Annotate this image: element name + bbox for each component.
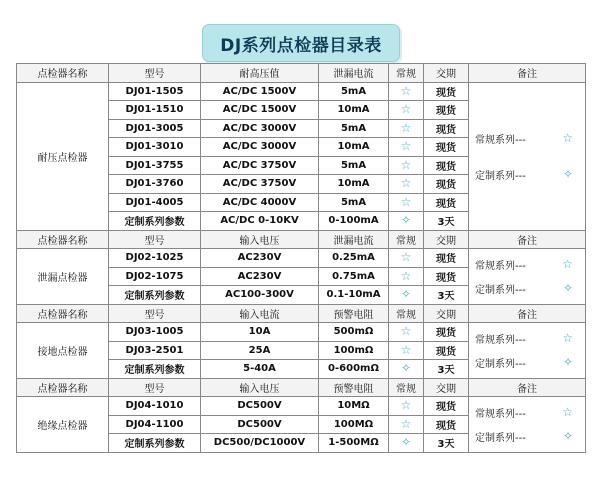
model-cell: 定制系列参数	[109, 212, 201, 231]
delivery-cell: 现货	[424, 323, 469, 342]
param-cell: DC500V	[201, 397, 319, 416]
header-current: 预警电阻	[319, 378, 389, 397]
note-cell	[469, 397, 586, 453]
param-cell: AC/DC 3750V	[201, 156, 319, 175]
note-custom	[469, 156, 585, 192]
regular-cell	[389, 323, 424, 342]
param-cell: AC/DC 4000V	[201, 193, 319, 212]
header-name: 点检器名称	[17, 378, 109, 397]
current-cell: 5mA	[319, 193, 389, 212]
current-cell: 10mA	[319, 175, 389, 194]
page-title: DJ系列点检器目录表	[202, 24, 400, 62]
header-regular: 常规	[389, 304, 424, 323]
regular-cell	[389, 101, 424, 120]
param-cell: 25A	[201, 341, 319, 360]
model-cell: 定制系列参数	[109, 286, 201, 305]
header-current: 泄漏电流	[319, 64, 389, 83]
star-icon: ☆	[400, 120, 412, 135]
sparkle-icon: ✧	[562, 167, 573, 181]
header-model: 型号	[109, 378, 201, 397]
current-cell: 5mA	[319, 119, 389, 138]
regular-cell	[389, 341, 424, 360]
current-cell: 0.25mA	[319, 249, 389, 268]
star-icon: ☆	[400, 398, 412, 413]
regular-cell	[389, 397, 424, 416]
header-model: 型号	[109, 64, 201, 83]
regular-cell	[389, 156, 424, 175]
header-note: 备注	[469, 304, 586, 323]
delivery-cell: 现货	[424, 138, 469, 157]
header-delivery: 交期	[424, 304, 469, 323]
delivery-cell: 现货	[424, 175, 469, 194]
model-cell: DJ01-3755	[109, 156, 201, 175]
header-name: 点检器名称	[17, 304, 109, 323]
model-cell: DJ04-1100	[109, 415, 201, 434]
delivery-cell: 现货	[424, 119, 469, 138]
header-delivery: 交期	[424, 230, 469, 249]
current-cell: 5mA	[319, 156, 389, 175]
current-cell: 500mΩ	[319, 323, 389, 342]
sparkle-icon: ✧	[400, 287, 412, 302]
delivery-cell: 3天	[424, 360, 469, 379]
param-cell: AC/DC 1500V	[201, 82, 319, 101]
delivery-cell: 3天	[424, 434, 469, 453]
model-cell: DJ01-3005	[109, 119, 201, 138]
regular-cell	[389, 360, 424, 379]
param-cell: AC100-300V	[201, 286, 319, 305]
note-custom-label: 定制系列---	[475, 170, 526, 182]
category-name: 接地点检器	[17, 323, 109, 379]
sparkle-icon: ✧	[562, 429, 573, 444]
model-cell: DJ04-1010	[109, 397, 201, 416]
header-name: 点检器名称	[17, 230, 109, 249]
param-cell: DC500V	[201, 415, 319, 434]
regular-cell	[389, 175, 424, 194]
star-icon: ☆	[400, 176, 412, 191]
table-row	[17, 82, 586, 101]
table-row	[17, 249, 586, 268]
header-model: 型号	[109, 230, 201, 249]
header-row	[17, 64, 586, 83]
header-regular: 常规	[389, 64, 424, 83]
note-regular	[469, 326, 585, 350]
delivery-cell: 现货	[424, 397, 469, 416]
star-icon: ☆	[400, 250, 412, 265]
regular-cell	[389, 286, 424, 305]
model-cell: DJ01-4005	[109, 193, 201, 212]
star-icon: ☆	[562, 257, 573, 272]
note-regular	[469, 400, 585, 424]
category-name: 绝缘点检器	[17, 397, 109, 453]
param-cell: AC/DC 3000V	[201, 119, 319, 138]
model-cell: 定制系列参数	[109, 434, 201, 453]
delivery-cell: 3天	[424, 212, 469, 231]
star-icon: ☆	[400, 157, 412, 172]
current-cell: 100MΩ	[319, 415, 389, 434]
model-cell: 定制系列参数	[109, 360, 201, 379]
param-cell: 5-40A	[201, 360, 319, 379]
note-regular	[469, 252, 585, 276]
header-delivery: 交期	[424, 378, 469, 397]
note-regular	[469, 120, 585, 156]
star-icon: ☆	[400, 324, 412, 339]
param-cell: AC230V	[201, 249, 319, 268]
delivery-cell: 现货	[424, 82, 469, 101]
star-icon: ☆	[400, 139, 412, 154]
table-row	[17, 323, 586, 342]
current-cell: 1-500MΩ	[319, 434, 389, 453]
model-cell: DJ01-3010	[109, 138, 201, 157]
star-icon: ☆	[562, 331, 573, 346]
sparkle-icon: ✧	[400, 213, 412, 228]
star-icon: ☆	[400, 194, 412, 209]
header-current: 预警电阻	[319, 304, 389, 323]
note-regular-label: 常规系列---	[475, 134, 526, 146]
regular-cell	[389, 249, 424, 268]
delivery-cell: 现货	[424, 267, 469, 286]
note-custom-label: 定制系列---	[475, 284, 526, 296]
param-cell: AC230V	[201, 267, 319, 286]
header-regular: 常规	[389, 230, 424, 249]
header-name: 点检器名称	[17, 64, 109, 83]
note-cell	[469, 82, 586, 230]
current-cell: 0.75mA	[319, 267, 389, 286]
regular-cell	[389, 434, 424, 453]
header-row	[17, 378, 586, 397]
model-cell: DJ01-1510	[109, 101, 201, 120]
header-regular: 常规	[389, 378, 424, 397]
note-regular-label: 常规系列---	[475, 334, 526, 346]
header-param: 输入电流	[201, 304, 319, 323]
star-icon: ☆	[400, 83, 412, 98]
note-custom-label: 定制系列---	[475, 358, 526, 370]
header-current: 泄漏电流	[319, 230, 389, 249]
delivery-cell: 现货	[424, 193, 469, 212]
note-custom	[469, 350, 585, 374]
current-cell: 10mA	[319, 138, 389, 157]
current-cell: 100mΩ	[319, 341, 389, 360]
header-model: 型号	[109, 304, 201, 323]
delivery-cell: 现货	[424, 156, 469, 175]
delivery-cell: 现货	[424, 341, 469, 360]
current-cell: 0.1-10mA	[319, 286, 389, 305]
model-cell: DJ03-2501	[109, 341, 201, 360]
param-cell: 10A	[201, 323, 319, 342]
regular-cell	[389, 138, 424, 157]
star-icon: ☆	[400, 416, 412, 431]
sparkle-icon: ✧	[400, 361, 412, 376]
model-cell: DJ02-1075	[109, 267, 201, 286]
regular-cell	[389, 82, 424, 101]
category-name: 耐压点检器	[17, 82, 109, 230]
param-cell: DC500/DC1000V	[201, 434, 319, 453]
delivery-cell: 3天	[424, 286, 469, 305]
header-row	[17, 230, 586, 249]
current-cell: 5mA	[319, 82, 389, 101]
regular-cell	[389, 119, 424, 138]
param-cell: AC/DC 3000V	[201, 138, 319, 157]
header-note: 备注	[469, 378, 586, 397]
table-row	[17, 397, 586, 416]
star-icon: ☆	[562, 131, 573, 145]
star-icon: ☆	[562, 405, 573, 420]
current-cell: 10MΩ	[319, 397, 389, 416]
sparkle-icon: ✧	[562, 281, 573, 296]
note-custom	[469, 424, 585, 448]
regular-cell	[389, 267, 424, 286]
regular-cell	[389, 415, 424, 434]
note-regular-label: 常规系列---	[475, 260, 526, 272]
header-param: 输入电压	[201, 230, 319, 249]
current-cell: 10mA	[319, 101, 389, 120]
catalog-table	[16, 63, 586, 453]
note-custom	[469, 276, 585, 300]
sparkle-icon: ✧	[562, 355, 573, 370]
note-regular-label: 常规系列---	[475, 408, 526, 420]
category-name: 泄漏点检器	[17, 249, 109, 305]
model-cell: DJ01-1505	[109, 82, 201, 101]
note-cell	[469, 249, 586, 305]
header-delivery: 交期	[424, 64, 469, 83]
note-cell	[469, 323, 586, 379]
current-cell: 0-100mA	[319, 212, 389, 231]
delivery-cell: 现货	[424, 101, 469, 120]
delivery-cell: 现货	[424, 249, 469, 268]
header-note: 备注	[469, 64, 586, 83]
header-row	[17, 304, 586, 323]
param-cell: AC/DC 3750V	[201, 175, 319, 194]
note-custom-label: 定制系列---	[475, 432, 526, 444]
param-cell: AC/DC 0-10KV	[201, 212, 319, 231]
param-cell: AC/DC 1500V	[201, 101, 319, 120]
model-cell: DJ01-3760	[109, 175, 201, 194]
regular-cell	[389, 212, 424, 231]
star-icon: ☆	[400, 268, 412, 283]
current-cell: 0-600mΩ	[319, 360, 389, 379]
header-note: 备注	[469, 230, 586, 249]
star-icon: ☆	[400, 342, 412, 357]
regular-cell	[389, 193, 424, 212]
delivery-cell: 现货	[424, 415, 469, 434]
sparkle-icon: ✧	[400, 435, 412, 450]
model-cell: DJ02-1025	[109, 249, 201, 268]
header-param: 输入电压	[201, 378, 319, 397]
star-icon: ☆	[400, 102, 412, 117]
header-param: 耐高压值	[201, 64, 319, 83]
model-cell: DJ03-1005	[109, 323, 201, 342]
